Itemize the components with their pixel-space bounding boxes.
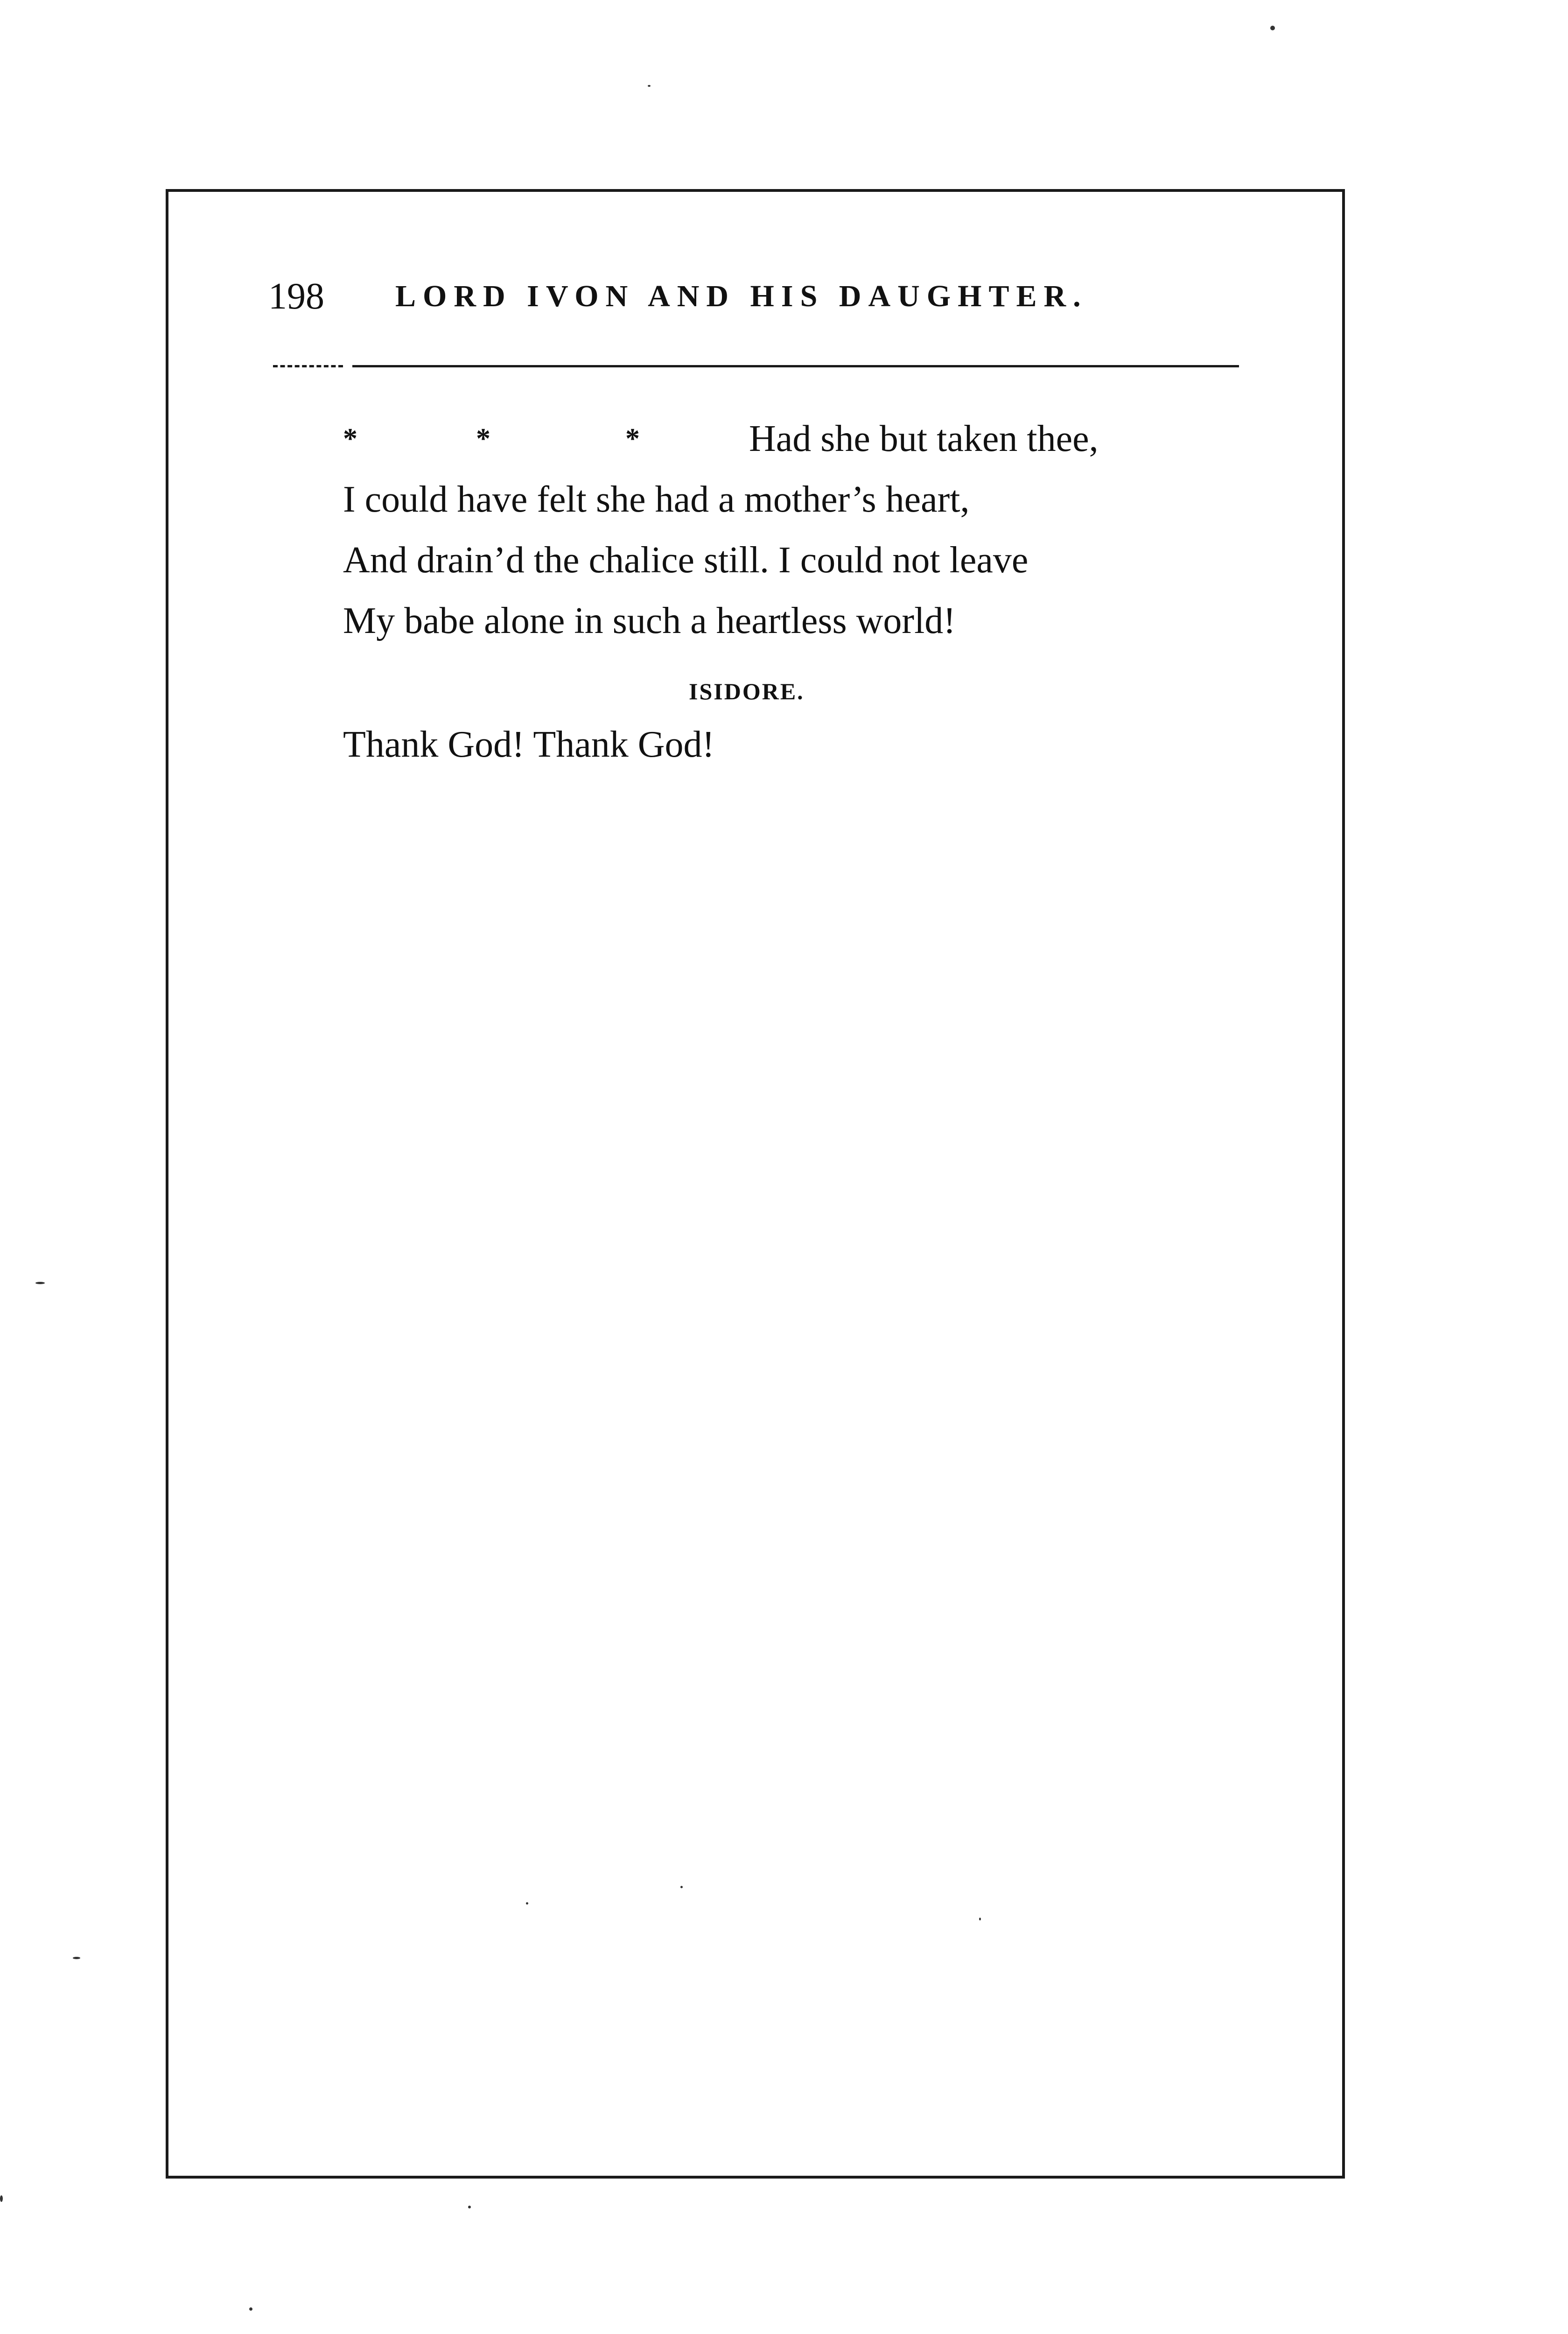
scan-speck [73,1957,80,1959]
scan-speck [680,1886,683,1888]
ellipsis-asterisks [343,415,670,462]
running-head [268,271,1248,322]
asterisk: * [625,423,640,455]
header-rule [352,365,1239,367]
closing-verse [343,721,1230,773]
scan-speck [979,1918,981,1920]
scan-speck [526,1902,528,1905]
scan-speck [648,85,651,87]
scan-speck [249,2307,252,2311]
verse-line-1: Had she but taken thee, [749,418,1099,459]
page-number: 198 [268,276,324,317]
verse-line-3: And drain’d the chalice still. I could not leave [343,540,1029,581]
scan-speck [468,2206,471,2208]
scan-speck [0,2195,3,2202]
verse-line-closing: Thank God! Thank God! [343,724,715,765]
scan-speck [1270,26,1275,30]
scan-speck [35,1282,45,1284]
running-title: LORD IVON AND HIS DAUGHTER. [395,279,1088,313]
asterisk: * [343,423,357,455]
verse-line-4: My babe alone in such a heartless world! [343,600,956,641]
header-rule-dashed [273,365,343,367]
asterisk: * [476,423,490,455]
verse-line-2: I could have felt she had a mother’s heart, [343,479,970,520]
speaker-name: ISIDORE. [689,678,805,704]
